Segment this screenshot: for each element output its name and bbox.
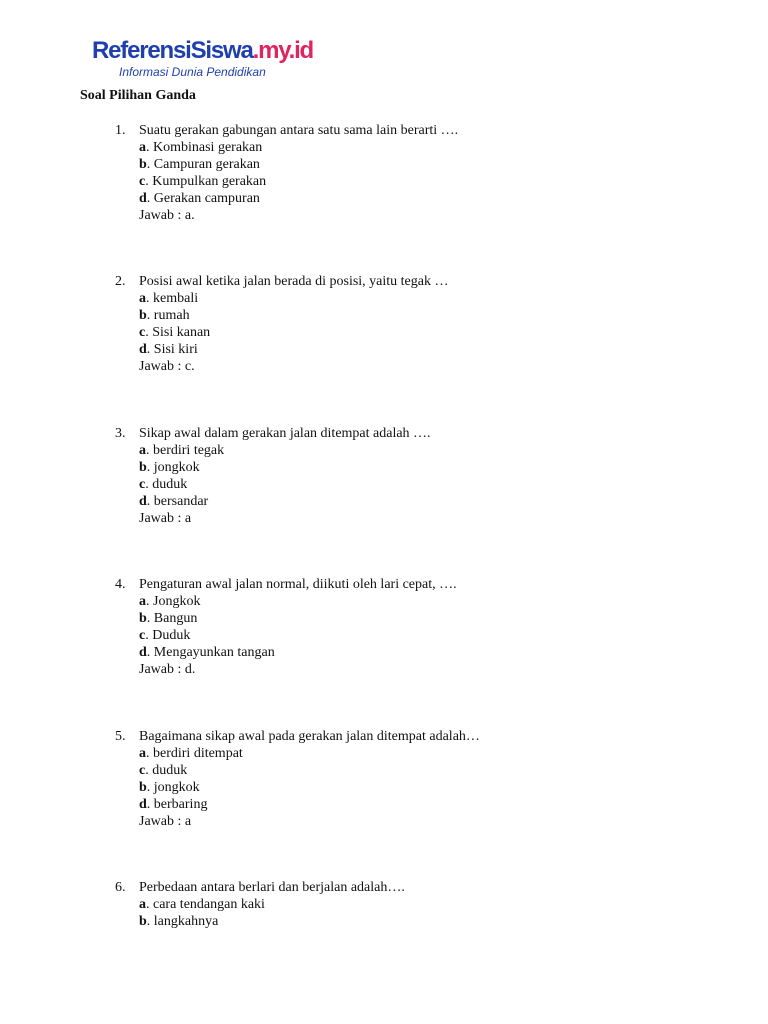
option-item [115, 762, 480, 779]
question-text: Posisi awal ketika jalan berada di posisi, yaitu tegak … [139, 274, 449, 289]
option-text: . jongkok [146, 460, 200, 475]
option-item [115, 156, 458, 173]
option-item [115, 493, 431, 510]
option-text: . Campuran gerakan [146, 157, 260, 172]
option-letter: c [139, 325, 146, 340]
option-item [115, 627, 457, 644]
option-text: . Bangun [146, 611, 198, 626]
option-text: . Jongkok [146, 594, 201, 609]
option-item [115, 796, 480, 813]
option-text: . berdiri ditempat [146, 746, 243, 761]
option-item [115, 442, 431, 459]
option-letter: c [139, 477, 146, 492]
question-block [115, 576, 457, 678]
option-item [115, 307, 448, 324]
question-text: Bagaimana sikap awal pada gerakan jalan ditempat adalah… [139, 729, 480, 744]
option-text: . cara tendangan kaki [146, 897, 265, 912]
answer-line: Jawab : a [139, 814, 192, 829]
option-letter: d [139, 191, 147, 206]
option-text: . Sisi kanan [145, 325, 211, 340]
question-block [115, 425, 431, 527]
option-item [115, 139, 458, 156]
question-number: 1. [115, 123, 126, 138]
option-letter: c [139, 628, 146, 643]
option-item [115, 779, 480, 796]
option-item [115, 476, 431, 493]
question-block [115, 273, 448, 375]
question-number: 6. [115, 880, 126, 895]
option-letter: b [139, 914, 147, 929]
question-number: 4. [115, 577, 126, 592]
option-letter: d [139, 342, 147, 357]
option-letter: b [139, 460, 147, 475]
option-text: . berbaring [146, 797, 208, 812]
answer-line: Jawab : a [139, 511, 192, 526]
option-letter: c [139, 174, 146, 189]
question-line [115, 879, 405, 896]
option-item [115, 610, 457, 627]
option-item [115, 896, 405, 913]
option-text: . Duduk [145, 628, 191, 643]
option-letter: b [139, 157, 147, 172]
option-text: . Gerakan campuran [146, 191, 260, 206]
option-letter: a [139, 291, 146, 306]
question-line [115, 425, 431, 442]
option-text: . duduk [145, 763, 188, 778]
question-number: 2. [115, 274, 126, 289]
option-item [115, 324, 448, 341]
answer-line: Jawab : a. [139, 208, 195, 223]
option-item [115, 459, 431, 476]
option-item [115, 745, 480, 762]
option-letter: d [139, 797, 147, 812]
question-number: 5. [115, 729, 126, 744]
option-letter: b [139, 611, 147, 626]
question-text: Suatu gerakan gabungan antara satu sama lain berarti …. [139, 123, 459, 138]
question-text: Perbedaan antara berlari dan berjalan adalah…. [139, 880, 405, 895]
option-item [115, 341, 448, 358]
question-number: 3. [115, 426, 126, 441]
question-block [115, 728, 480, 830]
option-letter: a [139, 897, 146, 912]
option-item [115, 290, 448, 307]
option-text: . rumah [146, 308, 190, 323]
option-text: . jongkok [146, 780, 200, 795]
option-item [115, 913, 405, 930]
option-text: . Sisi kiri [146, 342, 198, 357]
answer-line: Jawab : d. [139, 662, 196, 677]
option-item [115, 173, 458, 190]
option-letter: d [139, 645, 147, 660]
option-text: . Mengayunkan tangan [146, 645, 275, 660]
question-line [115, 122, 458, 139]
site-logo[interactable] [92, 38, 313, 79]
option-item [115, 190, 458, 207]
option-text: . Kombinasi gerakan [146, 140, 263, 155]
page-heading: Soal Pilihan Ganda [80, 88, 196, 103]
option-letter: a [139, 443, 146, 458]
option-item [115, 644, 457, 661]
logo-domain: .my.id [252, 37, 313, 64]
question-text: Pengaturan awal jalan normal, diikuti oleh lari cepat, …. [139, 577, 457, 592]
logo-tagline: Informasi Dunia Pendidikan [119, 65, 266, 79]
option-text: . kembali [146, 291, 199, 306]
option-letter: a [139, 140, 146, 155]
option-letter: a [139, 594, 146, 609]
option-text: . duduk [145, 477, 188, 492]
option-letter: a [139, 746, 146, 761]
question-line [115, 273, 448, 290]
option-letter: d [139, 494, 147, 509]
option-letter: b [139, 780, 147, 795]
option-text: . bersandar [146, 494, 209, 509]
question-block [115, 122, 458, 224]
option-letter: c [139, 763, 146, 778]
question-line [115, 728, 480, 745]
option-text: . langkahnya [146, 914, 219, 929]
option-letter: b [139, 308, 147, 323]
question-text: Sikap awal dalam gerakan jalan ditempat adalah …. [139, 426, 431, 441]
logo-name: ReferensiSiswa [92, 37, 253, 64]
answer-line: Jawab : c. [139, 359, 195, 374]
option-text: . berdiri tegak [146, 443, 225, 458]
question-block [115, 879, 405, 930]
logo-wordmark [92, 38, 313, 64]
option-item [115, 593, 457, 610]
question-line [115, 576, 457, 593]
option-text: . Kumpulkan gerakan [145, 174, 267, 189]
